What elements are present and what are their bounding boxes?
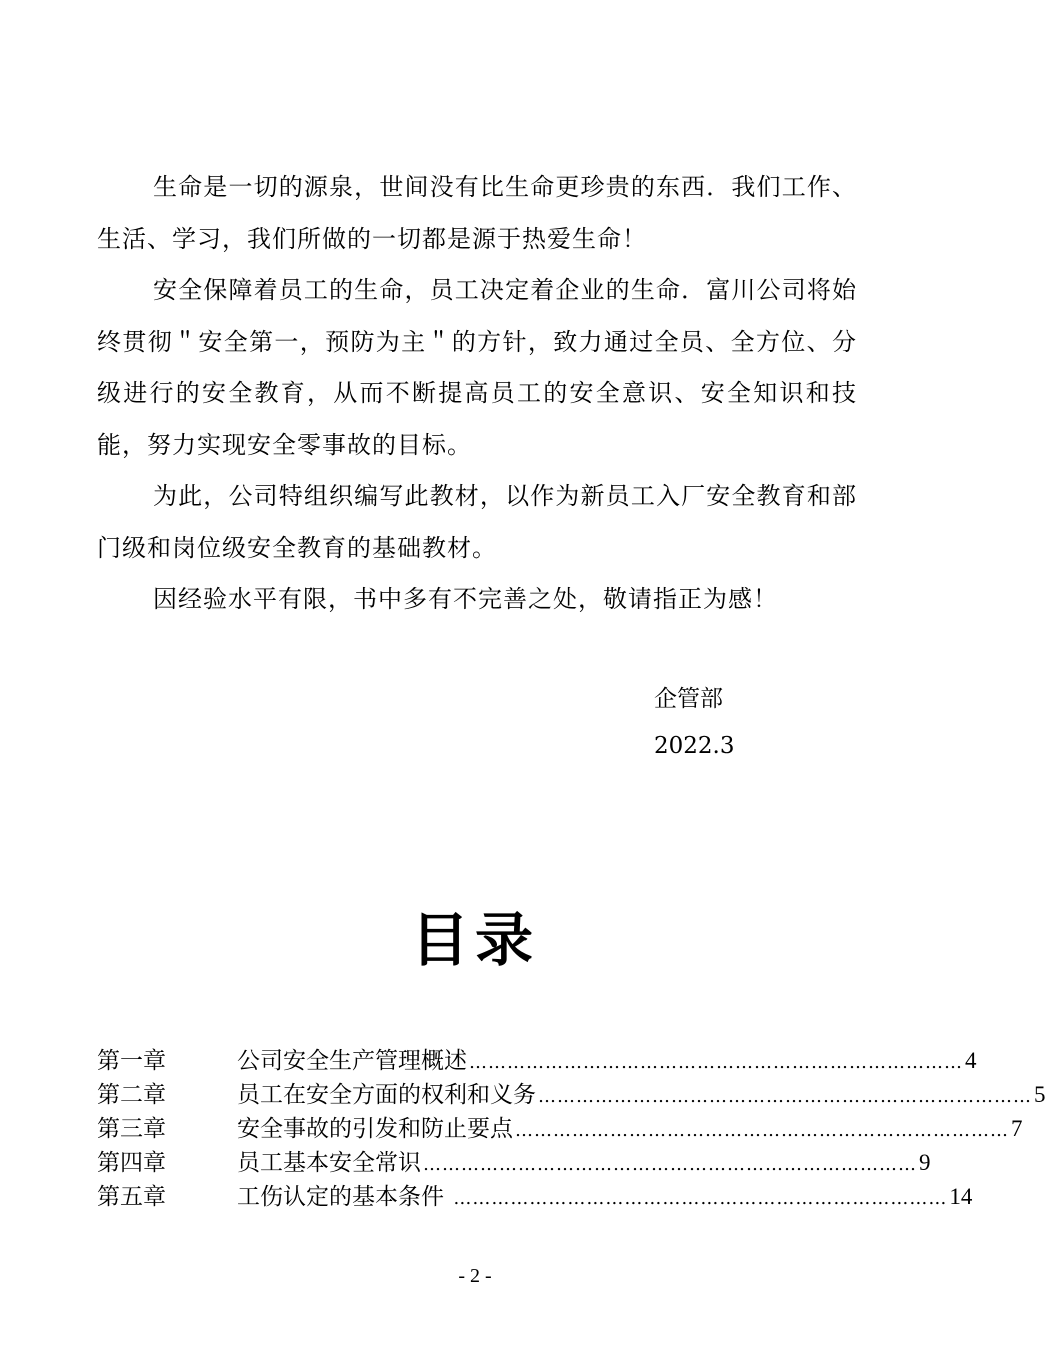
toc-page-number: 7 <box>1011 1116 1023 1141</box>
toc-leader-dots: …………………………………………………………………… <box>423 1154 917 1175</box>
toc-chapter-label: 第二章 <box>97 1082 166 1108</box>
toc-chapter-label: 第五章 <box>97 1184 166 1210</box>
toc-chapter-label: 第一章 <box>97 1048 166 1074</box>
toc-title: 目录 <box>410 906 539 974</box>
toc-chapter-title: 员工在安全方面的权利和义务 <box>237 1082 536 1108</box>
toc-chapter-title: 员工基本安全常识 <box>237 1150 421 1176</box>
page-number: - 2 - <box>458 1265 492 1287</box>
toc-page-number: 5 <box>1034 1082 1046 1107</box>
toc-entry[interactable] <box>97 1078 1046 1112</box>
toc-chapter-title: 工伤认定的基本条件 <box>237 1184 452 1210</box>
preface-paragraph-4: 因经验水平有限，书中多有不完善之处，敬请指正为感！ <box>153 585 778 613</box>
toc-chapter-title: 安全事故的引发和防止要点 <box>237 1116 513 1142</box>
toc-leader-dots: …………………………………………………………………… <box>453 1188 948 1209</box>
signature-department: 企管部 <box>654 686 723 712</box>
toc-chapter-label: 第四章 <box>97 1150 166 1176</box>
toc-entry[interactable] <box>97 1146 931 1180</box>
preface-paragraph-3: 为此，公司特组织编写此教材，以作为新员工入厂安全教育和部门级和岗位级安全教育的基础教材。 <box>97 482 857 562</box>
signature-block <box>654 676 734 770</box>
toc-entry[interactable] <box>97 1112 1023 1146</box>
toc-page-number: 9 <box>919 1150 931 1175</box>
preface <box>97 162 857 626</box>
toc-chapter-label: 第三章 <box>97 1116 166 1142</box>
toc-leader-dots: …………………………………………………………………… <box>538 1086 1032 1107</box>
toc-entry[interactable] <box>97 1180 973 1214</box>
toc-page-number: 14 <box>949 1184 973 1209</box>
preface-paragraph-2: 安全保障着员工的生命，员工决定着企业的生命．富川公司将始终贯彻＂安全第一，预防为主＂的方针，致力通过全员、全方位、分级进行的安全教育，从而不断提高员工的安全意识、安全知识和技能，努力实现安全零事故的目标。 <box>97 276 857 459</box>
toc-chapter-title: 公司安全生产管理概述 <box>237 1048 467 1074</box>
table-of-contents <box>97 1044 1046 1214</box>
toc-leader-dots: …………………………………………………………………… <box>469 1052 963 1073</box>
toc-entry[interactable] <box>97 1044 977 1078</box>
preface-paragraph-1: 生命是一切的源泉，世间没有比生命更珍贵的东西．我们工作、生活、学习，我们所做的一切都是源于热爱生命！ <box>97 173 857 253</box>
toc-page-number: 4 <box>965 1048 977 1073</box>
signature-date: 2022.3 <box>654 733 735 759</box>
toc-leader-dots: …………………………………………………………………… <box>515 1120 1009 1141</box>
